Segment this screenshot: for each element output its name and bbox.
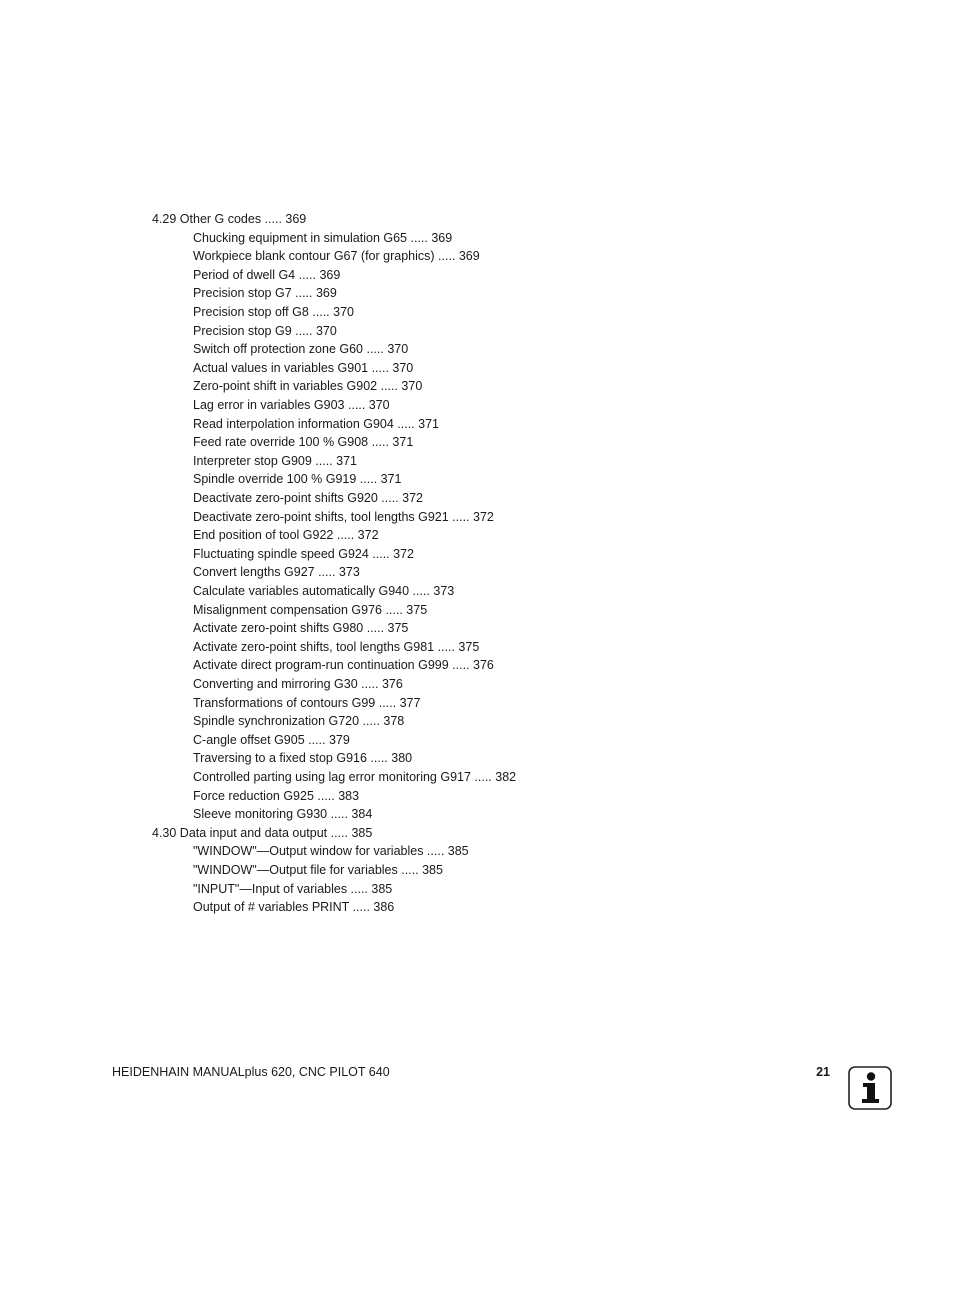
toc-section-heading: 4.29 Other G codes ..... 369 <box>152 212 307 226</box>
toc-entry: Deactivate zero-point shifts, tool lengths G921 ..... 372 <box>193 509 494 524</box>
toc-entry: Precision stop off G8 ..... 370 <box>193 305 354 319</box>
toc-entry: Convert lengths G927 ..... 373 <box>193 565 360 580</box>
toc-entry: Lag error in variables G903 ..... 370 <box>193 398 390 412</box>
toc-entry: Period of dwell G4 ..... 369 <box>193 267 341 282</box>
toc-entry: C-angle offset G905 ..... 379 <box>193 732 350 747</box>
toc-entry: Actual values in variables G901 ..... 370 <box>193 360 414 375</box>
toc-entry: Interpreter stop G909 ..... 371 <box>193 453 357 468</box>
toc-entry: Spindle override 100 % G919 ..... 371 <box>193 472 402 487</box>
toc-entry: Deactivate zero-point shifts G920 ..... 372 <box>193 491 423 505</box>
toc-entry: Activate zero-point shifts, tool lengths G981 ..... 375 <box>193 639 480 654</box>
toc-entry: Precision stop G9 ..... 370 <box>193 323 337 338</box>
toc-entry: Controlled parting using lag error monitoring G917 ..... 382 <box>193 770 517 784</box>
toc-entry: Misalignment compensation G976 ..... 375 <box>193 602 428 617</box>
toc-entry: Read interpolation information G904 ..... 371 <box>193 416 439 431</box>
toc-entry: End position of tool G922 ..... 372 <box>193 528 379 543</box>
toc-entry: Converting and mirroring G30 ..... 376 <box>193 677 403 691</box>
toc-entry: Fluctuating spindle speed G924 ..... 372 <box>193 546 414 561</box>
toc-entry: "WINDOW"—Output window for variables ..... 385 <box>193 844 469 859</box>
toc-entry: Transformations of contours G99 ..... 377 <box>193 695 421 710</box>
toc-entry: Sleeve monitoring G930 ..... 384 <box>193 807 373 822</box>
info-icon <box>848 1066 892 1110</box>
footer-title: HEIDENHAIN MANUALplus 620, CNC PILOT 640 <box>112 1065 390 1079</box>
toc-entry: Force reduction G925 ..... 383 <box>193 788 360 803</box>
toc-entry: Activate direct program-run continuation G999 ..... 376 <box>193 658 494 673</box>
toc-entry: "INPUT"—Input of variables ..... 385 <box>193 881 393 896</box>
toc-entry: Switch off protection zone G60 ..... 370 <box>193 342 409 357</box>
toc-entry: Zero-point shift in variables G902 ..... 370 <box>193 379 423 394</box>
toc-entry: "WINDOW"—Output file for variables ..... 385 <box>193 863 443 877</box>
toc-entry: Traversing to a fixed stop G916 ..... 380 <box>193 751 413 766</box>
page-number: 21 <box>816 1065 830 1079</box>
toc-section-heading: 4.30 Data input and data output ..... 385 <box>152 825 373 840</box>
toc-entry: Precision stop G7 ..... 369 <box>193 286 337 301</box>
toc-entry: Spindle synchronization G720 ..... 378 <box>193 714 405 729</box>
toc-entry: Output of # variables PRINT ..... 386 <box>193 900 395 915</box>
toc-entry: Chucking equipment in simulation G65 ..... 369 <box>193 230 453 245</box>
toc-entry: Activate zero-point shifts G980 ..... 375 <box>193 621 409 636</box>
toc-entry: Workpiece blank contour G67 (for graphics) ..... 369 <box>193 249 480 264</box>
toc-entry: Feed rate override 100 % G908 ..... 371 <box>193 435 414 450</box>
toc-entry: Calculate variables automatically G940 ..... 373 <box>193 584 455 598</box>
